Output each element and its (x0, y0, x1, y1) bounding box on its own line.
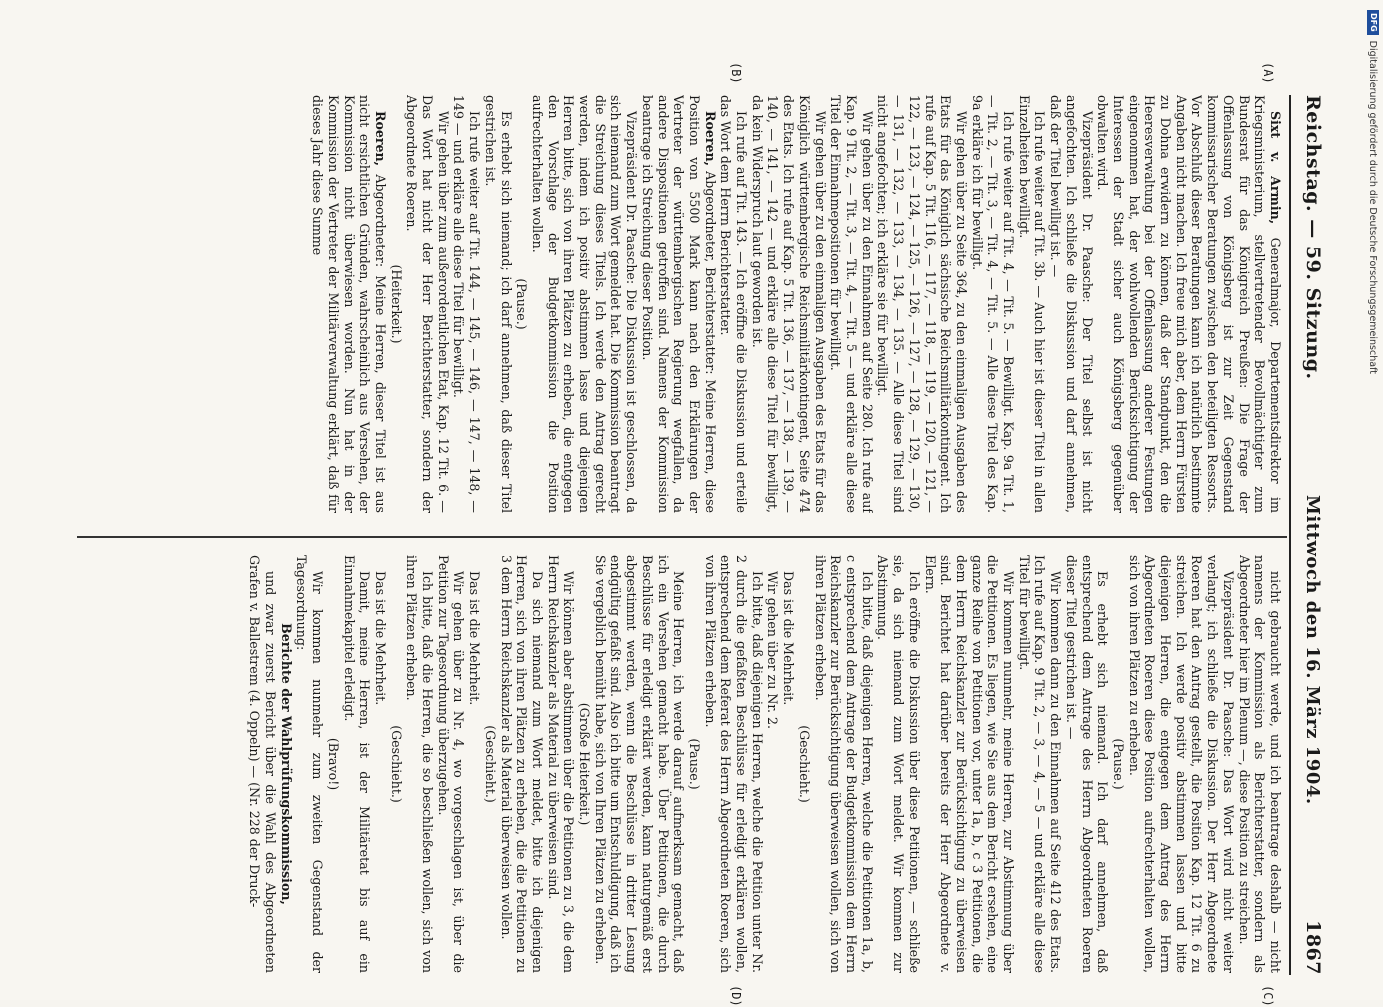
paragraph (796, 555, 812, 973)
paragraph-text: (Heiterkeit.) (388, 264, 404, 344)
paragraph-text: Es erhebt sich niemand. Ich darf annehmen, daß entsprechend dem Antrage des Herrn Abgeordneten Roeren dieser Titel gestrichen ist. — (1063, 555, 1111, 973)
paragraph-text: Wir kommen dann zu den Einnahmen auf Seite 412 des Etats. Ich rufe auf Kap. 9 Tit. 2, — 3, — 4, — 5 — und erkläre alle diese Titel für bewilligt. (1016, 555, 1064, 973)
paragraph-text: Abgeordneter, Berichterstatter: Meine Herren, diese Position von 5500 Mark kann nach den Erklärungen der Vertreter der württembergischen Regierung wegfallen, da andere Dispositionen getroffen sind. Namens der Kommission beantrage ich Streichung dieser Position. (639, 95, 718, 513)
paragraph (765, 555, 781, 973)
paragraph (482, 555, 498, 973)
paragraph (482, 95, 513, 513)
paragraph-text: Wir gehen über zu Nr. 4, wo vorgeschlagen ist, über die Petition zur Tagesordnung überzugehen. (435, 555, 467, 973)
paragraph-text: (Große Heiterkeit.) (577, 702, 593, 826)
paragraph (529, 95, 639, 513)
paragraph-text: (Pause.) (514, 278, 530, 330)
paragraph-text: Wir kommen nunmehr zum zweiten Gegenstand der Tagesordnung: (294, 555, 326, 973)
paragraph-text: Wir gehen über zu Nr. 2. (765, 571, 781, 730)
paragraph (1110, 555, 1126, 973)
right-column (83, 555, 1283, 973)
paragraph (278, 555, 294, 973)
speaker-name: Roeren, (702, 111, 718, 167)
paragraph-text: Wir können aber abstimmen über die Petitionen zu 3, die dem Herrn Reichskanzler als Material zu überweisen sind. (545, 555, 577, 973)
paragraph-text: Ich bitte, daß diejenigen Herren, welche die Petition unter Nr. 2 durch die gefaßten Beschlüsse für erledigt erklären wollen, entsprechend dem Referat des Herrn Abgeordneten Roeren, sich von ihren Plätzen erheben. (702, 555, 765, 973)
header-rule (1289, 95, 1291, 975)
paragraph (749, 95, 828, 513)
paragraph-text: Ich rufe weiter auf Tit. 4, — Tit. 5. — Bewilligt. Kap. 9a Tit. 1, — Tit. 2, — Tit. 3, — Tit. 4, — Tit. 5. — Alle diese Titel des Kap. 9a erkläre ich für bewilligt. (969, 95, 1017, 513)
paragraph (294, 555, 325, 973)
paragraph-text: Ich rufe weiter auf Tit. 3b. — Auch hier ist dieser Titel in allen Einzelheiten bewilligt. (1016, 95, 1048, 513)
paragraph-text: Vizepräsident Dr. Paasche: Die Diskussion ist geschlossen, da sich niemand zum Wort gemeldet hat. Die Kommission beantragt die Streichung dieses Titels. Ich werde den Antrag gerecht werden, indem ich positiv abstimmen lasse und diejenigen Herren bitte, sich von ihren Plätzen zu erheben, die entgegen den Vorschlage der Budgetkommission die Position aufrechterhalten wollen. (529, 95, 640, 513)
paragraph (451, 95, 482, 513)
paragraph (969, 95, 1016, 513)
paragraph (1236, 555, 1283, 973)
paragraph-text: (Geschieht.) (796, 725, 812, 803)
paragraph (341, 555, 372, 973)
paragraph (686, 555, 702, 973)
paragraph (1016, 95, 1047, 513)
paragraph-text: Generalmajor, Departementsdirektor im Kriegsministerium, stellvertretender Bevollmächtigter zum Bundesrat für das Königreich Preußen: Die Frage der Offenlassung von Königsberg ist zur Zeit Gegenstand kommissarischer Beratungen zwischen den beteiligten Ressorts. Vor Abschluß dieser Beratungen kann ich natürlich bestimmte Angaben nicht machen. Ich freue mich aber, dem Herrn Fürsten zu Dohna erwidern zu können, daß der Standpunkt, den die Heeresverwaltung bei der Offenlassung anderer Festungen eingenommen hat, der wohlwollenden Berücksichtigung der Interessen der Stadt sicher auch Königsberg gegenüber obwalten wird. (1095, 95, 1283, 513)
left-column (83, 95, 1283, 513)
paragraph (435, 555, 466, 973)
paragraph-text: Wir gehen über zu den einmaligen Ausgaben des Etats für das Königlich württembergische Reichsmilitärkontingent, Seite 474 des Etats. Ich rufe auf Kap. 5 Tit. 136, — 137, — 138, — 139, — 140, — 141, — 142 — und erkläre alle diese Titel für bewilligt, da kein Widerspruch laut geworden ist. (749, 95, 828, 513)
paragraph (875, 555, 922, 973)
paragraph-text: Vizepräsident Dr. Paasche: Der Titel selbst ist nicht angefochten. Ich schließe die Diskussion und darf annehmen, daß der Titel bewilligt ist. — (1048, 95, 1095, 513)
paragraph-text: Ich rufe weiter auf Tit. 144, — 145, — 146, — 147, — 148, — 149 — und erkläre alle diese Titel für bewilligt. (451, 95, 483, 513)
header-session: Reichstag. — 59. Sitzung. (1302, 95, 1324, 380)
paragraph-text: Ich bitte, daß diejenigen Herren, welche die Petitionen 1a, b, c entsprechend dem Antrage der Budgetkommission dem Herrn Reichskanzler zur Berücksichtigung überweisen wollen, sich von ihren Plätzen erheben. (812, 555, 875, 973)
paragraph-text: Vizepräsident Dr. Paasche: Das Wort wird nicht weiter verlangt; ich schließe die Diskussion. Der Herr Abgeordnete Roeren hat den Antrag gestellt, die Position Kap. 12 Tit. 6 zu streichen. Ich werde positiv abstimmen lassen und bitte diejenigen Herren, die entgegen dem Antrag des Herrn Abgeordneten Roeren diese Position aufrechterhalten wollen, sich von ihren Plätzen zu erheben. (1126, 555, 1236, 973)
header-page-number: 1867 (1302, 920, 1324, 975)
paragraph-text: (Geschieht.) (388, 725, 404, 803)
paragraph (1016, 555, 1063, 973)
paragraph-text: Da sich niemand zum Wort meldet, bitte ich diejenigen Herren, sich von ihren Plätzen zu erheben, die die Petitionen zu 3 dem Herrn Reichskanzler als Material überweisen wollen. (498, 555, 545, 973)
digitization-text: Digitalisierung gefördert durch die Deutsche Forschungsgemeinschaft (1367, 40, 1379, 374)
paragraph (718, 95, 749, 513)
paragraph (404, 555, 435, 973)
paragraph-text: Berichte der Wahlprüfungskommission, (278, 623, 294, 905)
paragraph-text: Das ist die Mehrheit. (467, 571, 483, 706)
paragraph (545, 555, 576, 973)
paragraph-text: (Bravo!) (325, 737, 341, 791)
paragraph (1047, 95, 1094, 513)
paragraph (922, 555, 1016, 973)
paragraph-text: Wir gehen über zu den Einnahmen auf Seite 280. Ich rufe auf Kap. 9 Tit. 2, — Tit. 3, — Tit. 4, — Tit. 5 — und erkläre alle diese Titel der Einnahmepositionen für bewilligt. (828, 95, 875, 513)
paragraph (875, 95, 969, 513)
paragraph-text: Es erhebt sich niemand; ich darf annehmen, daß dieser Titel gestrichen ist. (482, 95, 514, 513)
paragraph (404, 95, 451, 513)
paragraph-text: und zwar zuerst Bericht über die Wahl des Abgeordneten Grafen v. Ballestrem (4. Oppeln) — (Nr. 228 der Druck- (247, 555, 278, 973)
header-date: Mittwoch den 16. März 1904. (1302, 495, 1324, 805)
paragraph (639, 95, 718, 513)
paragraph-text: Das ist die Mehrheit. (781, 571, 797, 706)
paragraph (592, 555, 686, 973)
paragraph-text: Damit, meine Herren, ist der Militäretat bis auf ein Einnahmekapitel erledigt. (341, 555, 373, 973)
paragraph (388, 555, 404, 973)
paragraph-text: Wir kommen nunmehr, meine Herren, zur Abstimmung über die Petitionen. Es liegen, wie Sie aus dem Bericht ersehen, eine ganze Reihe von Petitionen vor, unter 1a, b, c 3 Petitionen, die dem Herrn Reichskanzler zur Berücksichtigung zu überweisen sind. Berichtet hat darüber bereits der Herr Abgeordnete v. Elern. (922, 555, 1017, 973)
paragraph (372, 555, 388, 973)
paragraph (309, 95, 388, 513)
paragraph-text: nicht gebraucht werde, und ich beantrage deshalb — nicht namens der Kommission als Berichterstatter, sondern als Abgeordneter hier im Plenum —, diese Position zu streichen. (1236, 555, 1283, 973)
speaker-name: Roeren, (372, 111, 388, 167)
paragraph (388, 95, 404, 513)
paragraph-text: Abgeordneter: Meine Herren, dieser Titel ist aus nicht ersichtlichen Gründen, wahrscheinlich aus Versehen, der Kommission nicht überwiesen worden. Nun hat in der Kommission der Vertreter der Militärverwaltung erklärt, daß für dieses Jahr diese Summe (310, 95, 388, 513)
column-divider (77, 536, 1287, 538)
paragraph-text: Ich bitte, daß die Herren, die so beschließen wollen, sich von ihren Plätzen erheben. (404, 555, 436, 973)
paragraph (247, 555, 278, 973)
paragraph-text: Ich rufe auf Tit. 143. — Ich eröffne die Diskussion und erteile das Wort dem Herrn Berichterstatter. (718, 95, 750, 513)
paragraph (498, 555, 545, 973)
paragraph (1126, 555, 1236, 973)
paragraph-text: Ich eröffne die Diskussion über diese Petitionen, — schließe sie, da sich niemand zum Wort meldet. Wir kommen zur Abstimmung. (875, 555, 922, 973)
paragraph-text: (Geschieht.) (482, 725, 498, 803)
paragraph (576, 555, 592, 973)
paragraph-text: Wir gehen über zu Seite 364, zu den einmaligen Ausgaben des Etats für das Königlich sächsische Reichsmilitärkontingent. Ich rufe auf Kap. 5 Tit. 116, — 117, — 118, — 119, — 120, — 121, — 122, — 123, — 124, — 125, — 126, — 127, — 128, — 129, — 130, — 131, — 132, — 133, — 134, — 135. — Alle diese Titel sind nicht angefochten; ich erkläre sie für bewilligt. (875, 95, 969, 513)
paragraph-text: Das ist die Mehrheit. (372, 571, 388, 706)
paragraph (466, 555, 482, 973)
paragraph (781, 555, 797, 973)
paragraph (325, 555, 341, 973)
paragraph (1063, 555, 1110, 973)
paragraph-text: (Pause.) (686, 738, 702, 790)
paragraph (1095, 95, 1283, 513)
paragraph (514, 95, 530, 513)
digitization-note (1366, 10, 1380, 990)
page-header (1293, 95, 1333, 975)
margin-marker-c: (C) (1261, 985, 1275, 1007)
paragraph-text: (Pause.) (1110, 738, 1126, 790)
margin-marker-a: (A) (1261, 62, 1275, 84)
margin-marker-d: (D) (729, 985, 743, 1007)
paragraph (828, 95, 875, 513)
paragraph-text: Meine Herren, ich werde darauf aufmerksam gemacht, daß ich ein Versehen gemacht habe. Über Petitionen, die durch Beschlüsse für erledigt erklärt werden, kann naturgemäß erst abgestimmt werden, wenn die Beschlüsse in dritter Lesung endgültig gefaßt sind. Also ich bitte um Entschuldigung, daß ich Sie vergeblich bemüht habe, sich von Ihren Plätzen zu erheben. (592, 555, 687, 973)
paragraph (702, 555, 765, 973)
speaker-name: Sixt v. Armin, (1268, 111, 1283, 225)
dfg-logo: DFG (1367, 10, 1379, 35)
paragraph-text: Wir gehen über zum außerordentlichen Etat, Kap. 12 Tit. 6. — Das Wort hat nicht der Herr Berichterstatter, sondern der Abgeordnete Roeren. (404, 95, 451, 513)
margin-marker-b: (B) (729, 62, 743, 84)
paragraph (812, 555, 875, 973)
